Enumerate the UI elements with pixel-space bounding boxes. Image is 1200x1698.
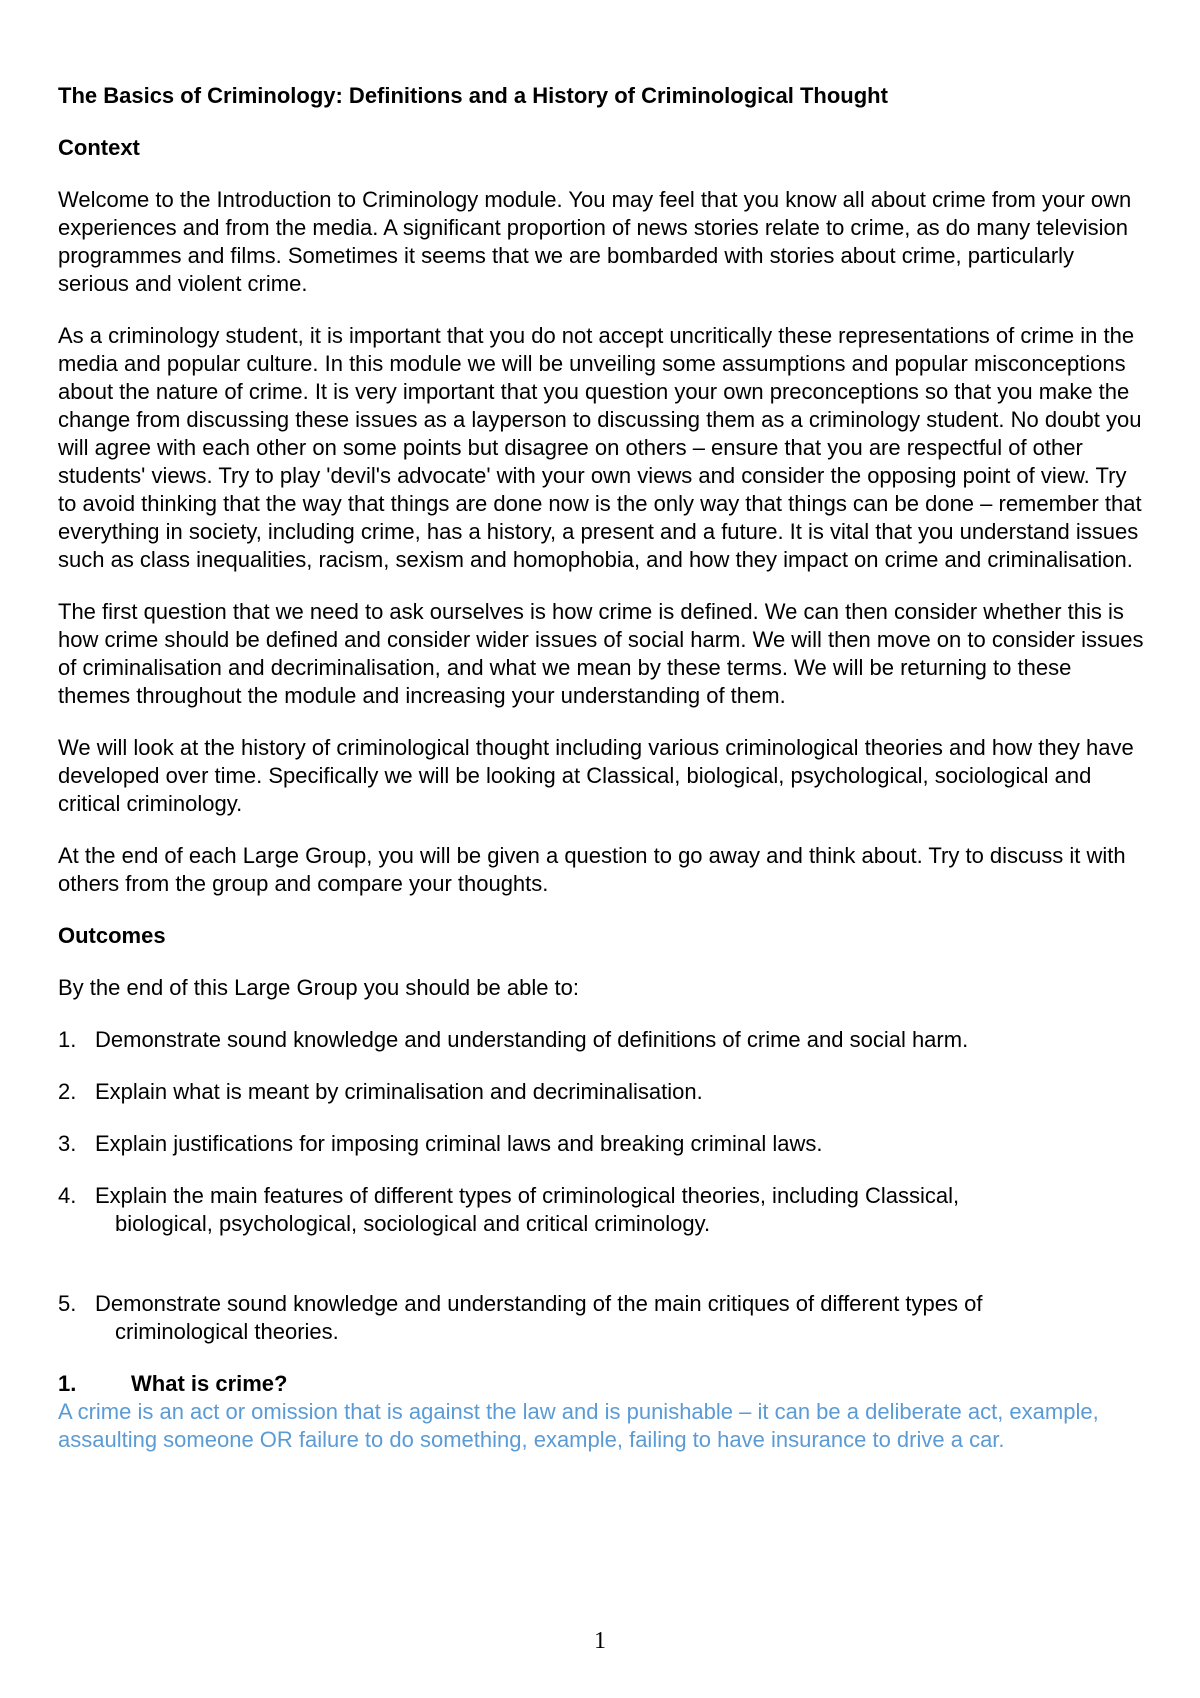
section-1-answer: A crime is an act or omission that is against the law and is punishable – it can be a deliberate act, example, assaulting someone OR failure to do something, example, failing to have insurance to drive a car. — [58, 1399, 1099, 1452]
outcome-number: 4. — [58, 1183, 77, 1208]
context-paragraph-4: We will look at the history of criminological thought including various criminological theories and how they have developed over time. Specifically we will be looking at Classical, biological, psychological, sociological and critical criminology. — [58, 735, 1134, 816]
outcome-text-continuation: biological, psychological, sociological and critical criminology. — [115, 1211, 711, 1236]
outcome-number: 5. — [58, 1291, 77, 1316]
document-title: The Basics of Criminology: Definitions and a History of Criminological Thought — [58, 83, 888, 108]
outcome-item — [58, 1026, 1148, 1054]
outcome-item — [58, 1290, 1148, 1346]
outcome-item — [58, 1130, 1148, 1158]
outcome-text: Demonstrate sound knowledge and understanding of definitions of crime and social harm. — [95, 1027, 969, 1052]
context-paragraph-2: As a criminology student, it is important that you do not accept uncritically these representations of crime in the media and popular culture. In this module we will be unveiling some assumptions and popular misconceptions about the nature of crime. It is very important that you question your own preconceptions so that you make the change from discussing these issues as a layperson to discussing them as a criminology student. No doubt you will agree with each other on some points but disagree on others – ensure that you are respectful of other students' views. Try to play 'devil's advocate' with your own views and consider the opposing point of view. Try to avoid thinking that the way that things are done now is the only way that things can be done – remember that everything in society, including crime, has a history, a present and a future. It is vital that you understand issues such as class inequalities, racism, sexism and homophobia, and how they impact on crime and criminalisation. — [58, 323, 1142, 572]
document-page — [58, 82, 1148, 1454]
section-1-heading — [58, 1370, 1148, 1398]
outcomes-heading: Outcomes — [58, 923, 166, 948]
outcome-number: 2. — [58, 1079, 77, 1104]
outcome-text: Explain what is meant by criminalisation and decriminalisation. — [95, 1079, 703, 1104]
outcome-number: 1. — [58, 1027, 77, 1052]
outcomes-intro: By the end of this Large Group you should be able to: — [58, 975, 580, 1000]
outcome-text: Explain justifications for imposing criminal laws and breaking criminal laws. — [95, 1131, 823, 1156]
context-paragraph-1: Welcome to the Introduction to Criminology module. You may feel that you know all about crime from your own experiences and from the media. A significant proportion of news stories relate to crime, as do many television programmes and films. Sometimes it seems that we are bombarded with stories about crime, particularly serious and violent crime. — [58, 187, 1132, 296]
outcome-item — [58, 1078, 1148, 1106]
page-number: 1 — [594, 1628, 606, 1654]
outcome-text-continuation: criminological theories. — [115, 1319, 339, 1344]
outcome-text: Explain the main features of different types of criminological theories, including Classical, — [95, 1183, 960, 1208]
outcomes-list — [58, 1026, 1148, 1346]
outcome-item — [58, 1182, 1148, 1238]
section-title: What is crime? — [131, 1371, 288, 1396]
context-heading: Context — [58, 135, 140, 160]
outcome-text: Demonstrate sound knowledge and understanding of the main critiques of different types of — [95, 1291, 983, 1316]
context-paragraph-5: At the end of each Large Group, you will be given a question to go away and think about. Try to discuss it with others from the group and compare your thoughts. — [58, 843, 1126, 896]
outcome-number: 3. — [58, 1131, 77, 1156]
context-paragraph-3: The first question that we need to ask ourselves is how crime is defined. We can then consider whether this is how crime should be defined and consider wider issues of social harm. We will then move on to consider issues of criminalisation and decriminalisation, and what we mean by these terms. We will be returning to these themes throughout the module and increasing your understanding of them. — [58, 599, 1144, 708]
section-number: 1. — [58, 1371, 77, 1396]
